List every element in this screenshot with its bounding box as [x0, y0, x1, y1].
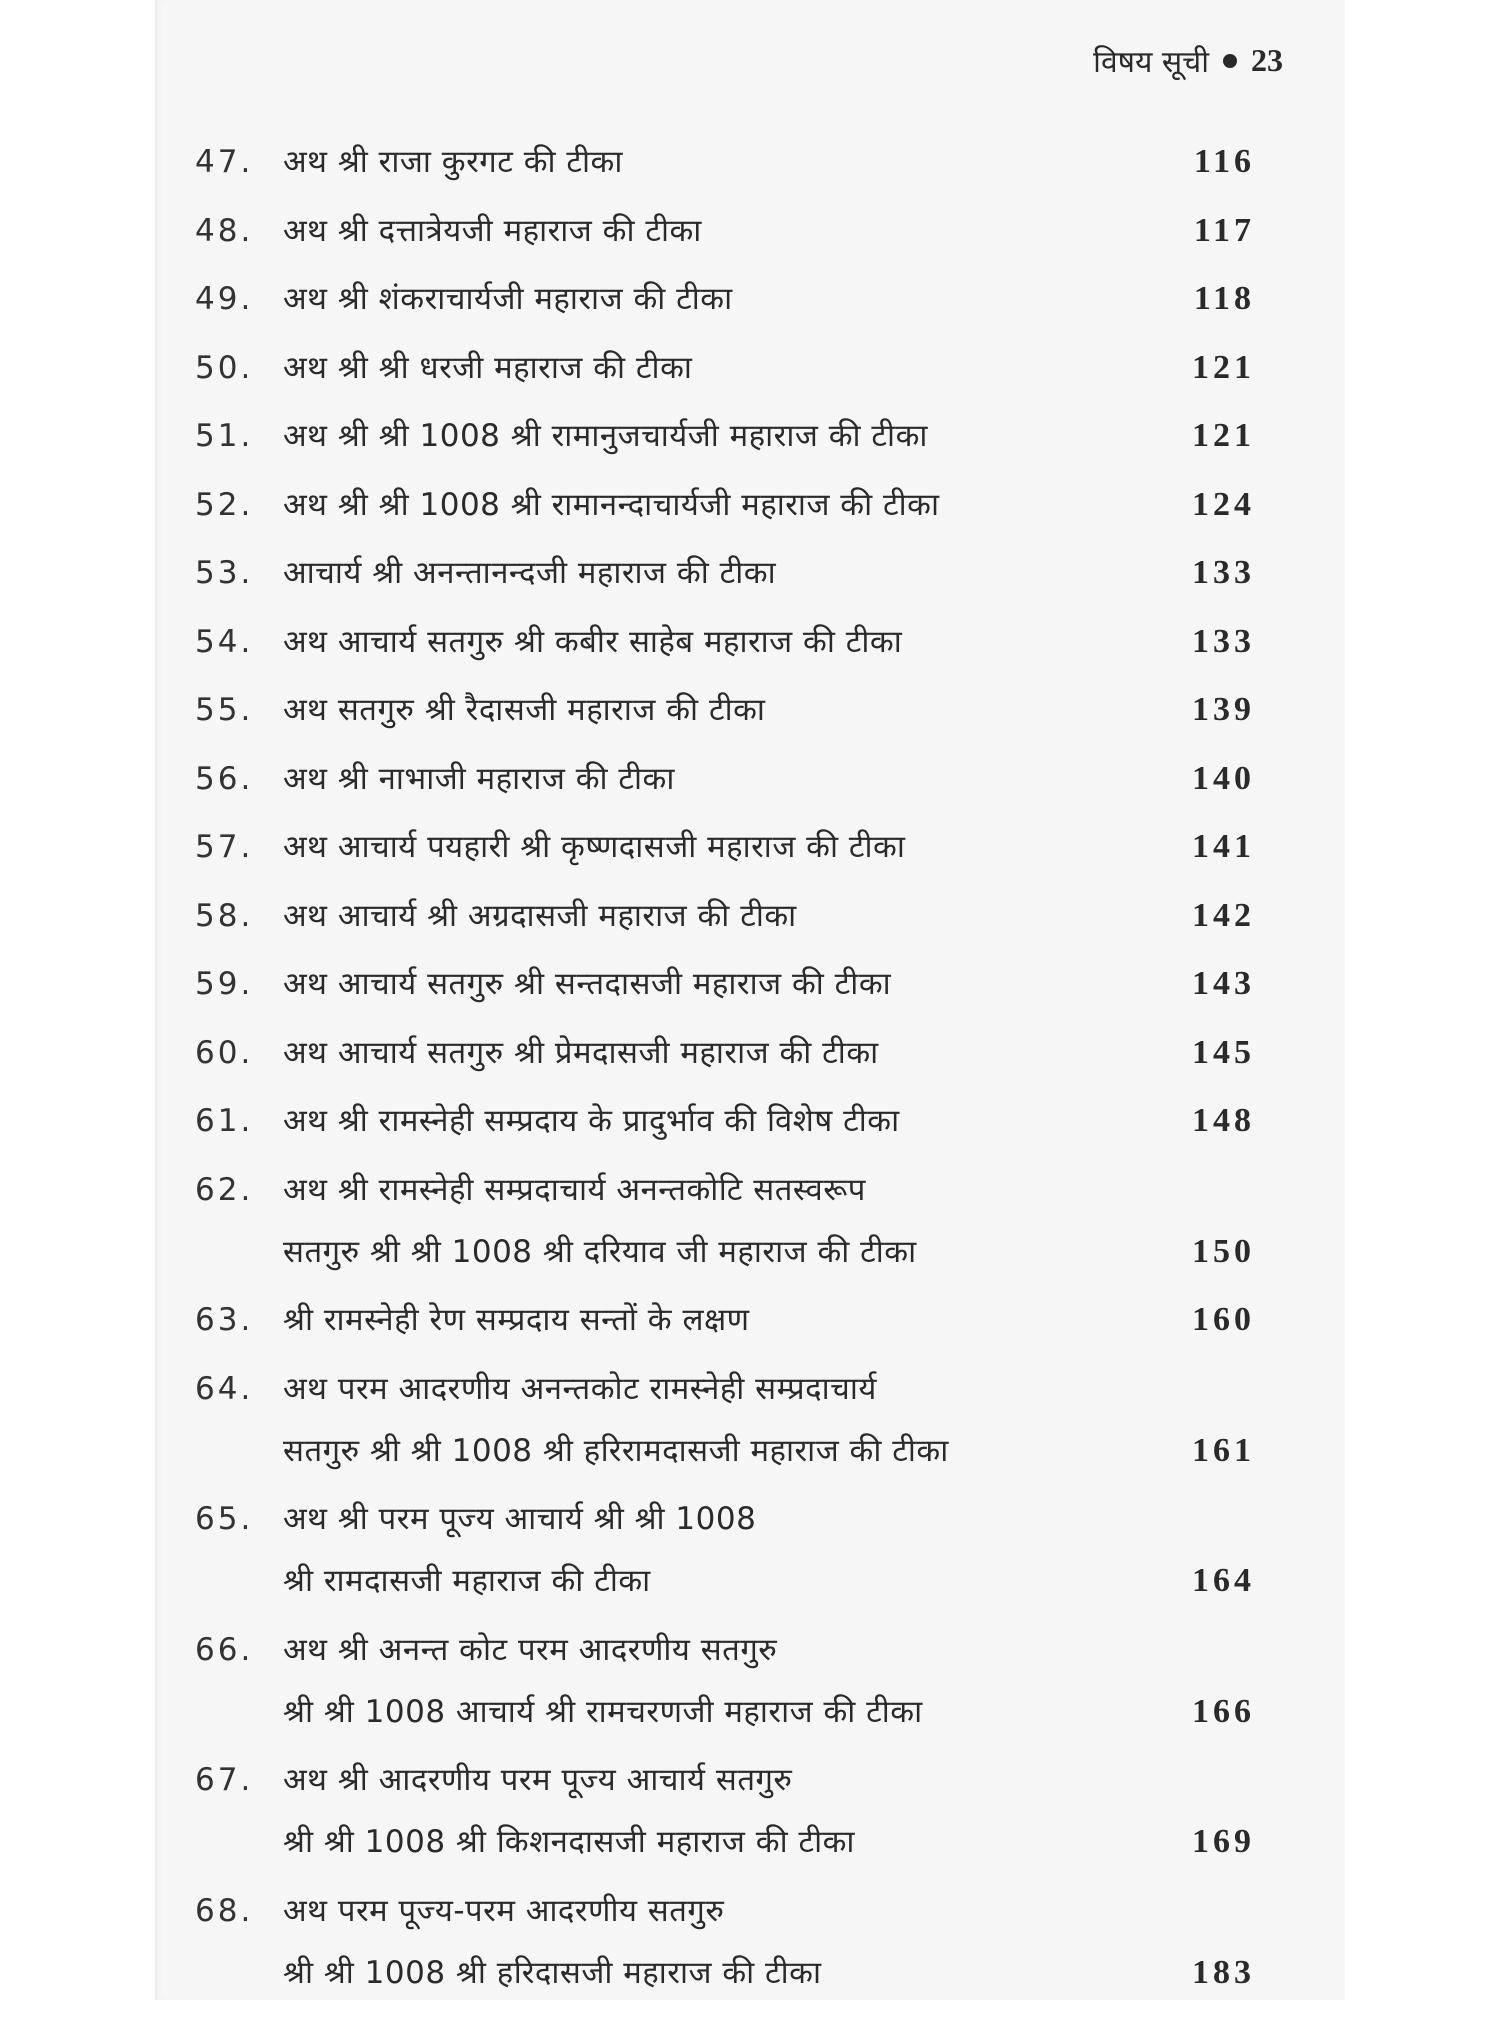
entry-title: श्री रामदासजी महाराज की टीका: [283, 1563, 651, 1599]
entry-number-column: [195, 1756, 283, 1866]
entry-body: [283, 618, 1255, 666]
entry-line: [283, 1818, 1255, 1866]
entry-number: 59.: [195, 966, 254, 1002]
entry-title: अथ आचार्य सतगुरु श्री प्रेमदासजी महाराज की टीका: [283, 1034, 879, 1071]
entry-line: [283, 1228, 1255, 1276]
entry-number: 53.: [195, 555, 254, 591]
entry-line: [283, 1626, 1255, 1674]
toc-entry: [195, 1626, 1255, 1736]
entry-number-column: [195, 1365, 283, 1475]
entry-title: श्री रामस्नेही रेण सम्प्रदाय सन्तों के लक्षण: [283, 1302, 750, 1338]
entry-title: अथ श्री अनन्त कोट परम आदरणीय सतगुरु: [283, 1631, 778, 1668]
entry-line: [283, 1557, 1255, 1605]
entry-body: [283, 1626, 1255, 1736]
entry-title: अथ श्री दत्तात्रेयजी महाराज की टीका: [283, 212, 702, 249]
entry-number-column: [195, 618, 283, 666]
entry-title: अथ श्री शंकराचार्यजी महाराज की टीका: [283, 281, 733, 317]
toc-entry: [195, 1166, 1255, 1276]
entry-body: [283, 1887, 1255, 1997]
entry-line: [283, 823, 1255, 871]
entry-number-column: [195, 1166, 283, 1276]
entry-line: [283, 1296, 1255, 1344]
toc-entry: [195, 1029, 1255, 1077]
toc-entry: [195, 344, 1255, 392]
entry-body: [283, 892, 1255, 940]
entry-page-number: 140: [1192, 759, 1255, 797]
entry-body: [283, 960, 1255, 1008]
entry-page-number: 148: [1192, 1102, 1255, 1139]
entry-line: [283, 1756, 1255, 1804]
entry-page-number: 121: [1192, 417, 1255, 454]
entry-title: अथ श्री नाभाजी महाराज की टीका: [283, 760, 675, 797]
entry-body: [283, 344, 1255, 392]
entry-page-number: 145: [1192, 1033, 1255, 1071]
entry-title: अथ श्री श्री धरजी महाराज की टीका: [283, 349, 693, 386]
entry-page-number: 143: [1192, 965, 1255, 1002]
entry-number: 68.: [195, 1892, 254, 1929]
book-page: [155, 0, 1345, 2000]
entry-page-number: 116: [1193, 143, 1255, 180]
entry-number-column: [195, 1029, 283, 1077]
entry-line: [283, 275, 1255, 323]
toc-entry: [195, 960, 1255, 1008]
entry-title: अथ आचार्य सतगुरु श्री कबीर साहेब महाराज की टीका: [283, 623, 903, 660]
bullet-icon: [1223, 54, 1237, 68]
toc-entry: [195, 275, 1255, 323]
entry-number: 51.: [195, 418, 254, 454]
entry-body: [283, 1097, 1255, 1145]
entry-page-number: 124: [1192, 485, 1255, 523]
entry-title: अथ सतगुरु श्री रैदासजी महाराज की टीका: [283, 692, 766, 728]
toc-entry: [195, 686, 1255, 734]
toc-entry: [195, 892, 1255, 940]
entry-line: [283, 686, 1255, 734]
entry-line: [283, 892, 1255, 940]
entry-title: अथ श्री राजा कुरगट की टीका: [283, 144, 623, 180]
entry-body: [283, 1296, 1255, 1344]
entry-number: 54.: [195, 623, 254, 660]
entry-title: श्री श्री 1008 श्री किशनदासजी महाराज की टीका: [283, 1824, 855, 1860]
entry-line: [283, 618, 1255, 666]
entry-number: 57.: [195, 829, 254, 865]
entry-line: [283, 755, 1255, 803]
entry-title: आचार्य श्री अनन्तानन्दजी महाराज की टीका: [283, 555, 777, 591]
entry-number: 61.: [195, 1103, 254, 1139]
entry-line: [283, 1495, 1255, 1543]
toc-entry: [195, 1296, 1255, 1344]
entry-number: 63.: [195, 1302, 254, 1338]
entry-number: 67.: [195, 1762, 254, 1798]
entry-body: [283, 686, 1255, 734]
entry-number: 55.: [195, 692, 254, 728]
section-title: विषय सूची: [1093, 45, 1209, 80]
header-page-number: 23: [1251, 42, 1283, 78]
toc-entry: [195, 1097, 1255, 1145]
entry-number: 60.: [195, 1034, 254, 1071]
entry-line: [283, 1029, 1255, 1077]
entry-number-column: [195, 1495, 283, 1605]
entry-number-column: [195, 275, 283, 323]
entry-line: [283, 344, 1255, 392]
entry-body: [283, 275, 1255, 323]
entry-number: 47.: [195, 144, 254, 180]
entry-number-column: [195, 344, 283, 392]
entry-body: [283, 755, 1255, 803]
entry-number: 62.: [195, 1171, 254, 1208]
entry-number-column: [195, 138, 283, 186]
entry-line: [283, 1097, 1255, 1145]
toc-entry: [195, 207, 1255, 255]
entry-number-column: [195, 823, 283, 871]
entry-title: अथ श्री आदरणीय परम पूज्य आचार्य सतगुरु: [283, 1762, 793, 1798]
entry-number-column: [195, 1097, 283, 1145]
entry-number-column: [195, 412, 283, 460]
entry-line: [283, 481, 1255, 529]
running-header: [1093, 40, 1283, 81]
entry-number-column: [195, 1296, 283, 1344]
entry-number-column: [195, 1887, 283, 1997]
entry-page-number: 169: [1192, 1823, 1255, 1860]
entry-page-number: 133: [1192, 622, 1255, 660]
entry-title: श्री श्री 1008 श्री हरिदासजी महाराज की टीका: [283, 1954, 822, 1991]
entry-number: 58.: [195, 897, 254, 934]
toc-entry: [195, 138, 1255, 186]
entry-body: [283, 138, 1255, 186]
entry-line: [283, 1166, 1255, 1214]
entry-title: अथ आचार्य पयहारी श्री कृष्णदासजी महाराज की टीका: [283, 829, 906, 865]
entry-number: 50.: [195, 349, 254, 386]
entry-page-number: 142: [1192, 896, 1255, 934]
entry-number-column: [195, 686, 283, 734]
entry-title: अथ श्री श्री 1008 श्री रामानन्दाचार्यजी महाराज की टीका: [283, 486, 940, 523]
entry-page-number: 121: [1192, 348, 1255, 386]
entry-number-column: [195, 755, 283, 803]
entry-page-number: 139: [1192, 691, 1255, 728]
entry-body: [283, 412, 1255, 460]
entry-number: 49.: [195, 281, 254, 317]
entry-line: [283, 549, 1255, 597]
toc-entry: [195, 823, 1255, 871]
entry-number: 66.: [195, 1631, 254, 1668]
entry-title: अथ श्री रामस्नेही सम्प्रदाय के प्रादुर्भाव की विशेष टीका: [283, 1103, 900, 1139]
entry-page-number: 161: [1192, 1431, 1255, 1469]
entry-line: [283, 138, 1255, 186]
toc-entry: [195, 1887, 1255, 1997]
entry-page-number: 160: [1192, 1301, 1255, 1338]
entry-body: [283, 549, 1255, 597]
toc-entry: [195, 1495, 1255, 1605]
entry-title: अथ आचार्य सतगुरु श्री सन्तदासजी महाराज की टीका: [283, 966, 892, 1002]
entry-title: अथ आचार्य श्री अग्रदासजी महाराज की टीका: [283, 897, 797, 934]
entry-body: [283, 1756, 1255, 1866]
entry-page-number: 183: [1192, 1953, 1255, 1991]
entry-title: अथ श्री रामस्नेही सम्प्रदाचार्य अनन्तकोटि सतस्वरूप: [283, 1171, 866, 1208]
entry-title: अथ श्री श्री 1008 श्री रामानुजचार्यजी महाराज की टीका: [283, 418, 928, 454]
entry-page-number: 133: [1192, 554, 1255, 591]
entry-number-column: [195, 207, 283, 255]
toc-entry: [195, 549, 1255, 597]
entry-line: [283, 1688, 1255, 1736]
entry-number-column: [195, 960, 283, 1008]
entry-line: [283, 1365, 1255, 1413]
entry-number-column: [195, 892, 283, 940]
entry-body: [283, 481, 1255, 529]
entry-title: सतगुरु श्री श्री 1008 श्री हरिरामदासजी महाराज की टीका: [283, 1432, 949, 1469]
entry-number: 48.: [195, 212, 254, 249]
entry-page-number: 141: [1192, 828, 1255, 865]
entry-number: 52.: [195, 486, 254, 523]
entry-number: 56.: [195, 760, 254, 797]
entry-body: [283, 823, 1255, 871]
entry-line: [283, 1887, 1255, 1935]
toc-entry: [195, 481, 1255, 529]
entry-number: 64.: [195, 1370, 254, 1407]
entry-line: [283, 207, 1255, 255]
entry-line: [283, 960, 1255, 1008]
toc-entry: [195, 618, 1255, 666]
toc-entry: [195, 755, 1255, 803]
entry-number-column: [195, 549, 283, 597]
entry-page-number: 166: [1192, 1692, 1255, 1730]
entry-page-number: 150: [1192, 1232, 1255, 1270]
entry-line: [283, 412, 1255, 460]
table-of-contents: [195, 138, 1255, 2017]
entry-page-number: 164: [1192, 1562, 1255, 1599]
entry-page-number: 117: [1193, 211, 1255, 249]
entry-title: अथ परम आदरणीय अनन्तकोट रामस्नेही सम्प्रदाचार्य: [283, 1370, 877, 1407]
entry-body: [283, 1365, 1255, 1475]
toc-entry: [195, 1365, 1255, 1475]
entry-number-column: [195, 1626, 283, 1736]
toc-entry: [195, 1756, 1255, 1866]
entry-line: [283, 1427, 1255, 1475]
entry-title: अथ परम पूज्य-परम आदरणीय सतगुरु: [283, 1892, 725, 1929]
entry-line: [283, 1949, 1255, 1997]
entry-page-number: 118: [1193, 280, 1255, 317]
entry-title: अथ श्री परम पूज्य आचार्य श्री श्री 1008: [283, 1501, 757, 1537]
toc-entry: [195, 412, 1255, 460]
entry-number-column: [195, 481, 283, 529]
entry-title: श्री श्री 1008 आचार्य श्री रामचरणजी महाराज की टीका: [283, 1693, 923, 1730]
entry-body: [283, 1029, 1255, 1077]
entry-number: 65.: [195, 1501, 254, 1537]
entry-title: सतगुरु श्री श्री 1008 श्री दरियाव जी महाराज की टीका: [283, 1233, 917, 1270]
entry-body: [283, 207, 1255, 255]
entry-body: [283, 1166, 1255, 1276]
entry-body: [283, 1495, 1255, 1605]
